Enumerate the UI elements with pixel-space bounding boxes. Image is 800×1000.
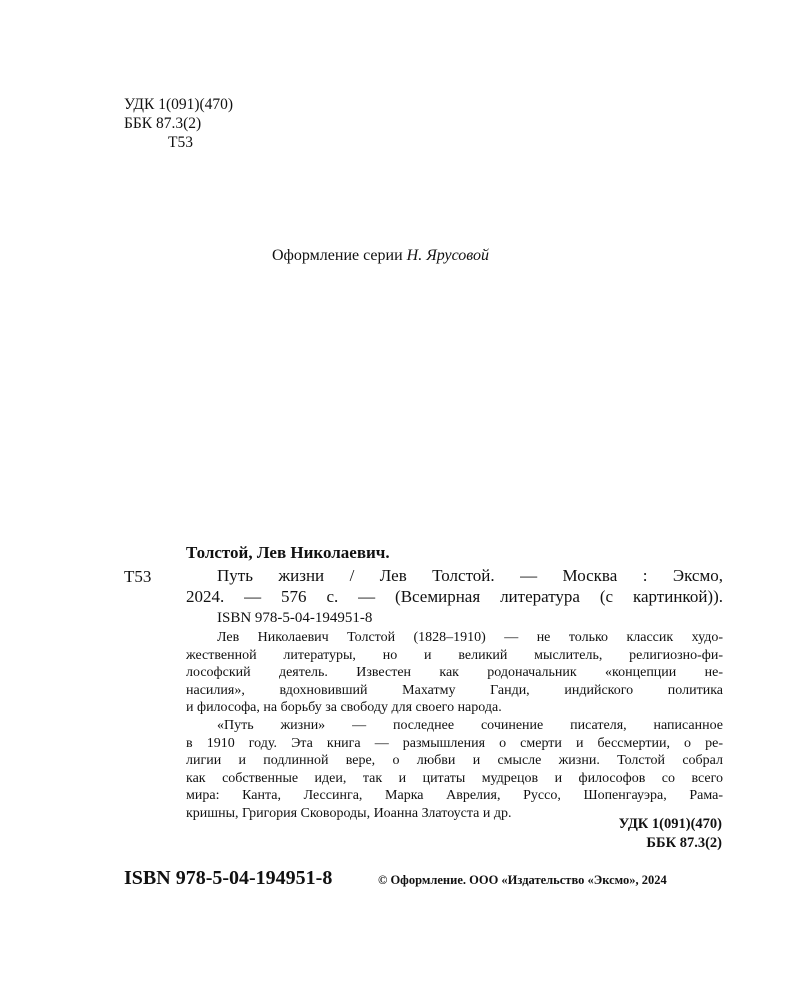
- bbk-code: ББК 87.3(2): [124, 115, 202, 132]
- udk-code: УДК 1(091)(470): [124, 96, 234, 113]
- annotation-line: насилия», вдохновивший Махатму Ганди, индийского политика: [186, 682, 723, 698]
- series-design-credit: [272, 247, 489, 265]
- footer-copyright: © Оформление. ООО «Издательство «Эксмо», 2024: [378, 873, 667, 887]
- annotation-line: «Путь жизни» — последнее сочинение писателя, написанное: [217, 717, 723, 733]
- annotation-paragraph-1: [186, 629, 723, 717]
- catalog-author: Толстой, Лев Николаевич.: [186, 543, 390, 562]
- classification-codes: [124, 95, 233, 152]
- catalog-isbn: ISBN 978-5-04-194951-8: [217, 610, 373, 626]
- bibliographic-line-2: 2024. — 576 с. — (Всемирная литература (с картинкой)).: [186, 587, 723, 606]
- footer-isbn: ISBN 978-5-04-194951-8: [124, 867, 333, 889]
- bibliographic-line-1: Путь жизни / Лев Толстой. — Москва : Эксмо,: [217, 566, 723, 585]
- annotation: [186, 629, 723, 823]
- annotation-line: мира: Канта, Лессинга, Марка Аврелия, Руссо, Шопенгауэра, Рама-: [186, 788, 723, 804]
- annotation-line: кришны, Григория Сковороды, Иоанна Златоуста и др.: [186, 805, 512, 821]
- annotation-line: лософский деятель. Известен как родоначальник «концепции не-: [186, 665, 723, 681]
- catalog-classification-codes: [560, 815, 722, 853]
- author-mark: Т53: [168, 134, 193, 151]
- catalog-udk-code: УДК 1(091)(470): [618, 816, 722, 832]
- annotation-line: в 1910 году. Эта книга — размышления о смерти и бессмертии, о ре-: [186, 735, 723, 751]
- annotation-line: лигии и подлинной вере, о любви и смысле жизни. Толстой собрал: [186, 753, 723, 769]
- annotation-line: жественной литературы, но и великий мыслитель, религиозно-фи-: [186, 647, 723, 663]
- annotation-line: и философа, на борьбу за свободу для своего народа.: [186, 700, 502, 716]
- series-design-label: Оформление серии: [272, 247, 403, 264]
- catalog-bbk-code: ББК 87.3(2): [646, 835, 722, 851]
- series-designer-name: Н. Ярусовой: [406, 247, 490, 264]
- annotation-line: как собственные идеи, так и цитаты мудрецов и философов со всего: [186, 770, 723, 786]
- annotation-line: Лев Николаевич Толстой (1828–1910) — не только классик худо-: [217, 630, 723, 645]
- catalog-author-mark: Т53: [124, 567, 152, 586]
- annotation-paragraph-2: [186, 717, 723, 823]
